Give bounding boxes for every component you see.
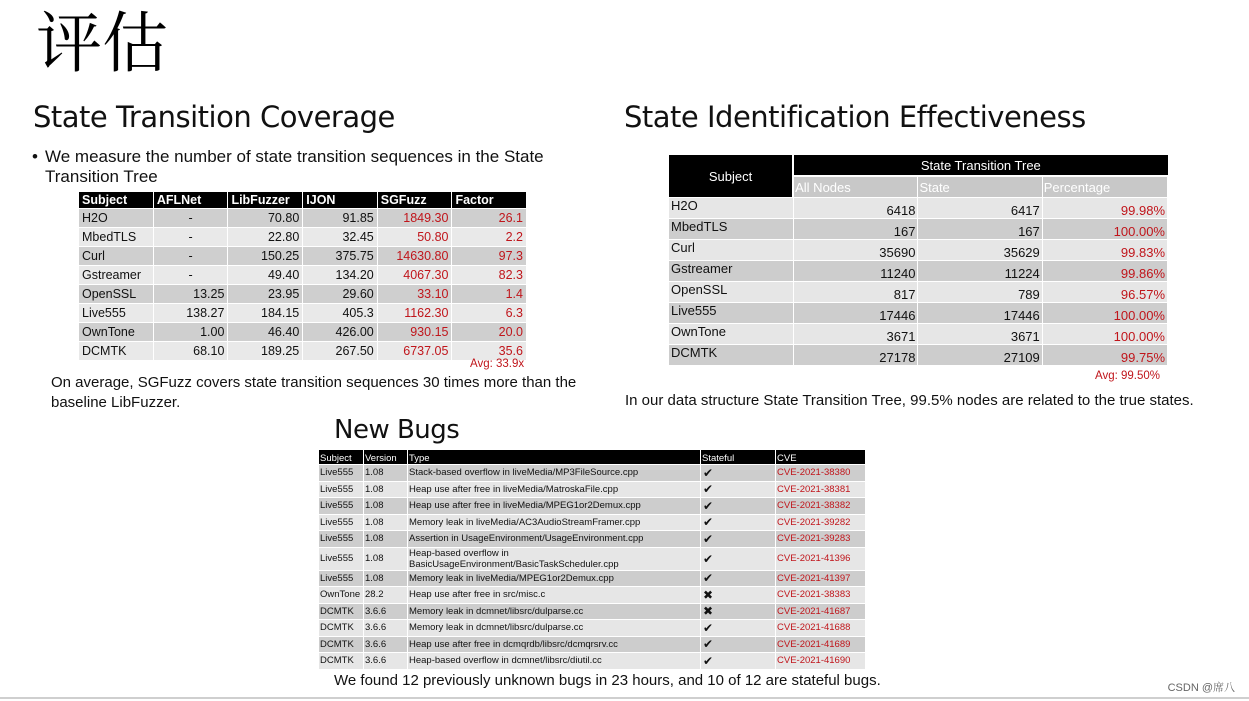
cell-subject: DCMTK	[319, 653, 364, 669]
col-state: State	[918, 176, 1042, 198]
col-libfuzzer: LibFuzzer	[228, 192, 303, 209]
col-all-nodes: All Nodes	[793, 176, 918, 198]
cell-state: 3671	[918, 324, 1042, 345]
cell-aflnet: -	[153, 247, 228, 266]
coverage-header-row	[79, 192, 527, 209]
cell-type: Heap-based overflow in BasicUsageEnvironment/BasicTaskScheduler.cpp	[408, 547, 701, 570]
cell-type: Memory leak in dcmnet/libsrc/dulparse.cc	[408, 603, 701, 620]
cell-percentage: 99.75%	[1042, 345, 1167, 366]
cell-type: Memory leak in liveMedia/AC3AudioStreamFramer.cpp	[408, 514, 701, 531]
cell-factor: 6.3	[452, 304, 527, 323]
col-factor: Factor	[452, 192, 527, 209]
cell-cve: CVE-2021-38380	[776, 465, 866, 482]
cell-sgfuzz: 50.80	[377, 228, 452, 247]
cell-aflnet: 13.25	[153, 285, 228, 304]
cell-cve: CVE-2021-41690	[776, 653, 866, 669]
cell-factor: 1.4	[452, 285, 527, 304]
cell-state: 17446	[918, 303, 1042, 324]
cell-libfuzzer: 49.40	[228, 266, 303, 285]
bugs-header-row	[319, 450, 866, 465]
cell-all-nodes: 11240	[793, 261, 918, 282]
col-version: Version	[364, 450, 408, 465]
cross-icon: ✖	[701, 603, 776, 620]
bugs-heading: New Bugs	[334, 415, 460, 445]
bug-row	[319, 570, 866, 587]
col-stateful: Stateful	[701, 450, 776, 465]
bug-row	[319, 481, 866, 498]
checkmark-icon: ✔	[701, 636, 776, 653]
coverage-row	[79, 304, 527, 323]
coverage-row	[79, 228, 527, 247]
identification-heading: State Identification Effectiveness	[624, 100, 1086, 134]
identification-row	[669, 261, 1168, 282]
cell-subject: DCMTK	[79, 342, 153, 361]
cell-version: 3.6.6	[364, 620, 408, 637]
cell-percentage: 99.98%	[1042, 198, 1167, 219]
cell-cve: CVE-2021-41397	[776, 570, 866, 587]
cell-type: Memory leak in dcmnet/libsrc/dulparse.cc	[408, 620, 701, 637]
col-group-state-transition-tree: State Transition Tree	[793, 155, 1167, 176]
cell-sgfuzz: 6737.05	[377, 342, 452, 361]
identification-row	[669, 345, 1168, 366]
cell-version: 1.08	[364, 465, 408, 482]
cell-subject: Gstreamer	[79, 266, 153, 285]
cell-aflnet: 1.00	[153, 323, 228, 342]
cell-subject: OwnTone	[319, 587, 364, 604]
cell-all-nodes: 17446	[793, 303, 918, 324]
bugs-table	[319, 450, 866, 669]
col-type: Type	[408, 450, 701, 465]
cell-type: Assertion in UsageEnvironment/UsageEnvironment.cpp	[408, 531, 701, 548]
cell-libfuzzer: 22.80	[228, 228, 303, 247]
cell-cve: CVE-2021-38383	[776, 587, 866, 604]
coverage-table	[79, 192, 527, 360]
identification-table	[669, 155, 1168, 365]
cell-cve: CVE-2021-39283	[776, 531, 866, 548]
col-subject: Subject	[79, 192, 153, 209]
coverage-bullet-text: We measure the number of state transition sequences in the State Transition Tree	[45, 147, 544, 186]
cell-factor: 26.1	[452, 209, 527, 228]
cross-icon: ✖	[701, 587, 776, 604]
coverage-row	[79, 323, 527, 342]
coverage-row	[79, 342, 527, 361]
identification-row	[669, 303, 1168, 324]
coverage-caption: On average, SGFuzz covers state transition sequences 30 times more than the baseline LibFuzzer.	[51, 374, 577, 411]
bug-row	[319, 465, 866, 482]
cell-factor: 2.2	[452, 228, 527, 247]
cell-subject: H2O	[79, 209, 153, 228]
identification-row	[669, 240, 1168, 261]
cell-type: Heap use after free in liveMedia/MPEG1or2Demux.cpp	[408, 498, 701, 515]
col-sgfuzz: SGFuzz	[377, 192, 452, 209]
identification-row	[669, 282, 1168, 303]
cell-cve: CVE-2021-38382	[776, 498, 866, 515]
cell-aflnet: 68.10	[153, 342, 228, 361]
cell-subject: Live555	[79, 304, 153, 323]
checkmark-icon: ✔	[701, 498, 776, 515]
checkmark-icon: ✔	[701, 481, 776, 498]
cell-cve: CVE-2021-41687	[776, 603, 866, 620]
bugs-caption: We found 12 previously unknown bugs in 23 hours, and 10 of 12 are stateful bugs.	[334, 672, 881, 689]
identification-avg: Avg: 99.50%	[1095, 370, 1161, 382]
cell-aflnet: -	[153, 228, 228, 247]
bullet-dot-icon: •	[32, 147, 38, 166]
cell-type: Heap use after free in liveMedia/MatroskaFile.cpp	[408, 481, 701, 498]
cell-subject: H2O	[669, 198, 793, 219]
cell-libfuzzer: 70.80	[228, 209, 303, 228]
cell-type: Heap-based overflow in dcmnet/libsrc/diutil.cc	[408, 653, 701, 669]
checkmark-icon: ✔	[701, 465, 776, 482]
cell-subject: MbedTLS	[669, 219, 793, 240]
cell-all-nodes: 35690	[793, 240, 918, 261]
cell-subject: Live555	[319, 547, 364, 570]
cell-subject: OpenSSL	[669, 282, 793, 303]
cell-ijon: 29.60	[303, 285, 377, 304]
cell-ijon: 375.75	[303, 247, 377, 266]
cell-sgfuzz: 14630.80	[377, 247, 452, 266]
cell-state: 789	[918, 282, 1042, 303]
cell-subject: MbedTLS	[79, 228, 153, 247]
coverage-row	[79, 285, 527, 304]
watermark: CSDN @席八	[1167, 682, 1235, 694]
cell-all-nodes: 27178	[793, 345, 918, 366]
col-ijon: IJON	[303, 192, 377, 209]
cell-sgfuzz: 1162.30	[377, 304, 452, 323]
checkmark-icon: ✔	[701, 653, 776, 669]
identification-row	[669, 324, 1168, 345]
cell-cve: CVE-2021-38381	[776, 481, 866, 498]
identification-header-row	[669, 155, 1168, 176]
cell-ijon: 267.50	[303, 342, 377, 361]
cell-version: 1.08	[364, 531, 408, 548]
checkmark-icon: ✔	[701, 570, 776, 587]
coverage-row	[79, 247, 527, 266]
cell-aflnet: -	[153, 266, 228, 285]
coverage-row	[79, 209, 527, 228]
cell-all-nodes: 6418	[793, 198, 918, 219]
cell-sgfuzz: 930.15	[377, 323, 452, 342]
cell-subject: Gstreamer	[669, 261, 793, 282]
cell-subject: Live555	[669, 303, 793, 324]
coverage-heading: State Transition Coverage	[33, 100, 395, 134]
cell-state: 167	[918, 219, 1042, 240]
cell-subject: Curl	[669, 240, 793, 261]
cell-state: 6417	[918, 198, 1042, 219]
col-aflnet: AFLNet	[153, 192, 228, 209]
identification-row	[669, 219, 1168, 240]
bug-row	[319, 547, 866, 570]
cell-sgfuzz: 1849.30	[377, 209, 452, 228]
cell-subject: DCMTK	[669, 345, 793, 366]
cell-subject: Live555	[319, 514, 364, 531]
cell-factor: 97.3	[452, 247, 527, 266]
checkmark-icon: ✔	[701, 514, 776, 531]
cell-subject: OwnTone	[669, 324, 793, 345]
cell-state: 27109	[918, 345, 1042, 366]
cell-version: 1.08	[364, 547, 408, 570]
cell-percentage: 100.00%	[1042, 303, 1167, 324]
cell-cve: CVE-2021-41688	[776, 620, 866, 637]
cell-all-nodes: 817	[793, 282, 918, 303]
cell-factor: 82.3	[452, 266, 527, 285]
cell-all-nodes: 167	[793, 219, 918, 240]
checkmark-icon: ✔	[701, 547, 776, 570]
cell-subject: DCMTK	[319, 603, 364, 620]
cell-percentage: 100.00%	[1042, 219, 1167, 240]
bug-row	[319, 620, 866, 637]
cell-subject: Live555	[319, 465, 364, 482]
cell-version: 1.08	[364, 481, 408, 498]
cell-ijon: 91.85	[303, 209, 377, 228]
cell-state: 35629	[918, 240, 1042, 261]
cell-aflnet: -	[153, 209, 228, 228]
cell-version: 3.6.6	[364, 636, 408, 653]
bug-row	[319, 531, 866, 548]
cell-type: Heap use after free in src/misc.c	[408, 587, 701, 604]
checkmark-icon: ✔	[701, 531, 776, 548]
cell-subject: OwnTone	[79, 323, 153, 342]
cell-type: Stack-based overflow in liveMedia/MP3FileSource.cpp	[408, 465, 701, 482]
cell-type: Heap use after free in dcmqrdb/libsrc/dcmqrsrv.cc	[408, 636, 701, 653]
cell-subject: Live555	[319, 498, 364, 515]
cell-sgfuzz: 33.10	[377, 285, 452, 304]
cell-libfuzzer: 184.15	[228, 304, 303, 323]
cell-subject: DCMTK	[319, 620, 364, 637]
cell-subject: Live555	[319, 570, 364, 587]
cell-version: 28.2	[364, 587, 408, 604]
identification-row	[669, 198, 1168, 219]
cell-all-nodes: 3671	[793, 324, 918, 345]
cell-subject: Curl	[79, 247, 153, 266]
cell-version: 1.08	[364, 514, 408, 531]
cell-type: Memory leak in liveMedia/MPEG1or2Demux.cpp	[408, 570, 701, 587]
bug-row	[319, 653, 866, 669]
cell-ijon: 426.00	[303, 323, 377, 342]
cell-ijon: 134.20	[303, 266, 377, 285]
cell-subject: Live555	[319, 481, 364, 498]
slide-title: 评估	[36, 5, 168, 82]
identification-caption: In our data structure State Transition Tree, 99.5% nodes are related to the true states.	[625, 392, 1194, 409]
cell-version: 3.6.6	[364, 653, 408, 669]
cell-sgfuzz: 4067.30	[377, 266, 452, 285]
cell-version: 3.6.6	[364, 603, 408, 620]
cell-percentage: 100.00%	[1042, 324, 1167, 345]
coverage-avg: Avg: 33.9x	[470, 358, 525, 370]
bug-row	[319, 514, 866, 531]
cell-cve: CVE-2021-41396	[776, 547, 866, 570]
cell-percentage: 99.83%	[1042, 240, 1167, 261]
cell-subject: Live555	[319, 531, 364, 548]
cell-libfuzzer: 189.25	[228, 342, 303, 361]
bug-row	[319, 587, 866, 604]
cell-subject: DCMTK	[319, 636, 364, 653]
bug-row	[319, 603, 866, 620]
bug-row	[319, 636, 866, 653]
cell-ijon: 405.3	[303, 304, 377, 323]
col-percentage: Percentage	[1042, 176, 1167, 198]
cell-version: 1.08	[364, 570, 408, 587]
cell-ijon: 32.45	[303, 228, 377, 247]
col-subject: Subject	[669, 155, 793, 198]
cell-percentage: 99.86%	[1042, 261, 1167, 282]
coverage-row	[79, 266, 527, 285]
cell-cve: CVE-2021-41689	[776, 636, 866, 653]
cell-libfuzzer: 150.25	[228, 247, 303, 266]
cell-cve: CVE-2021-39282	[776, 514, 866, 531]
cell-subject: OpenSSL	[79, 285, 153, 304]
cell-aflnet: 138.27	[153, 304, 228, 323]
col-cve: CVE	[776, 450, 866, 465]
bug-row	[319, 498, 866, 515]
cell-state: 11224	[918, 261, 1042, 282]
col-subject: Subject	[319, 450, 364, 465]
cell-version: 1.08	[364, 498, 408, 515]
cell-factor: 35.6	[452, 342, 527, 361]
cell-libfuzzer: 23.95	[228, 285, 303, 304]
checkmark-icon: ✔	[701, 620, 776, 637]
cell-percentage: 96.57%	[1042, 282, 1167, 303]
cell-libfuzzer: 46.40	[228, 323, 303, 342]
coverage-bullet	[32, 147, 585, 187]
cell-factor: 20.0	[452, 323, 527, 342]
footer-divider	[0, 697, 1249, 699]
